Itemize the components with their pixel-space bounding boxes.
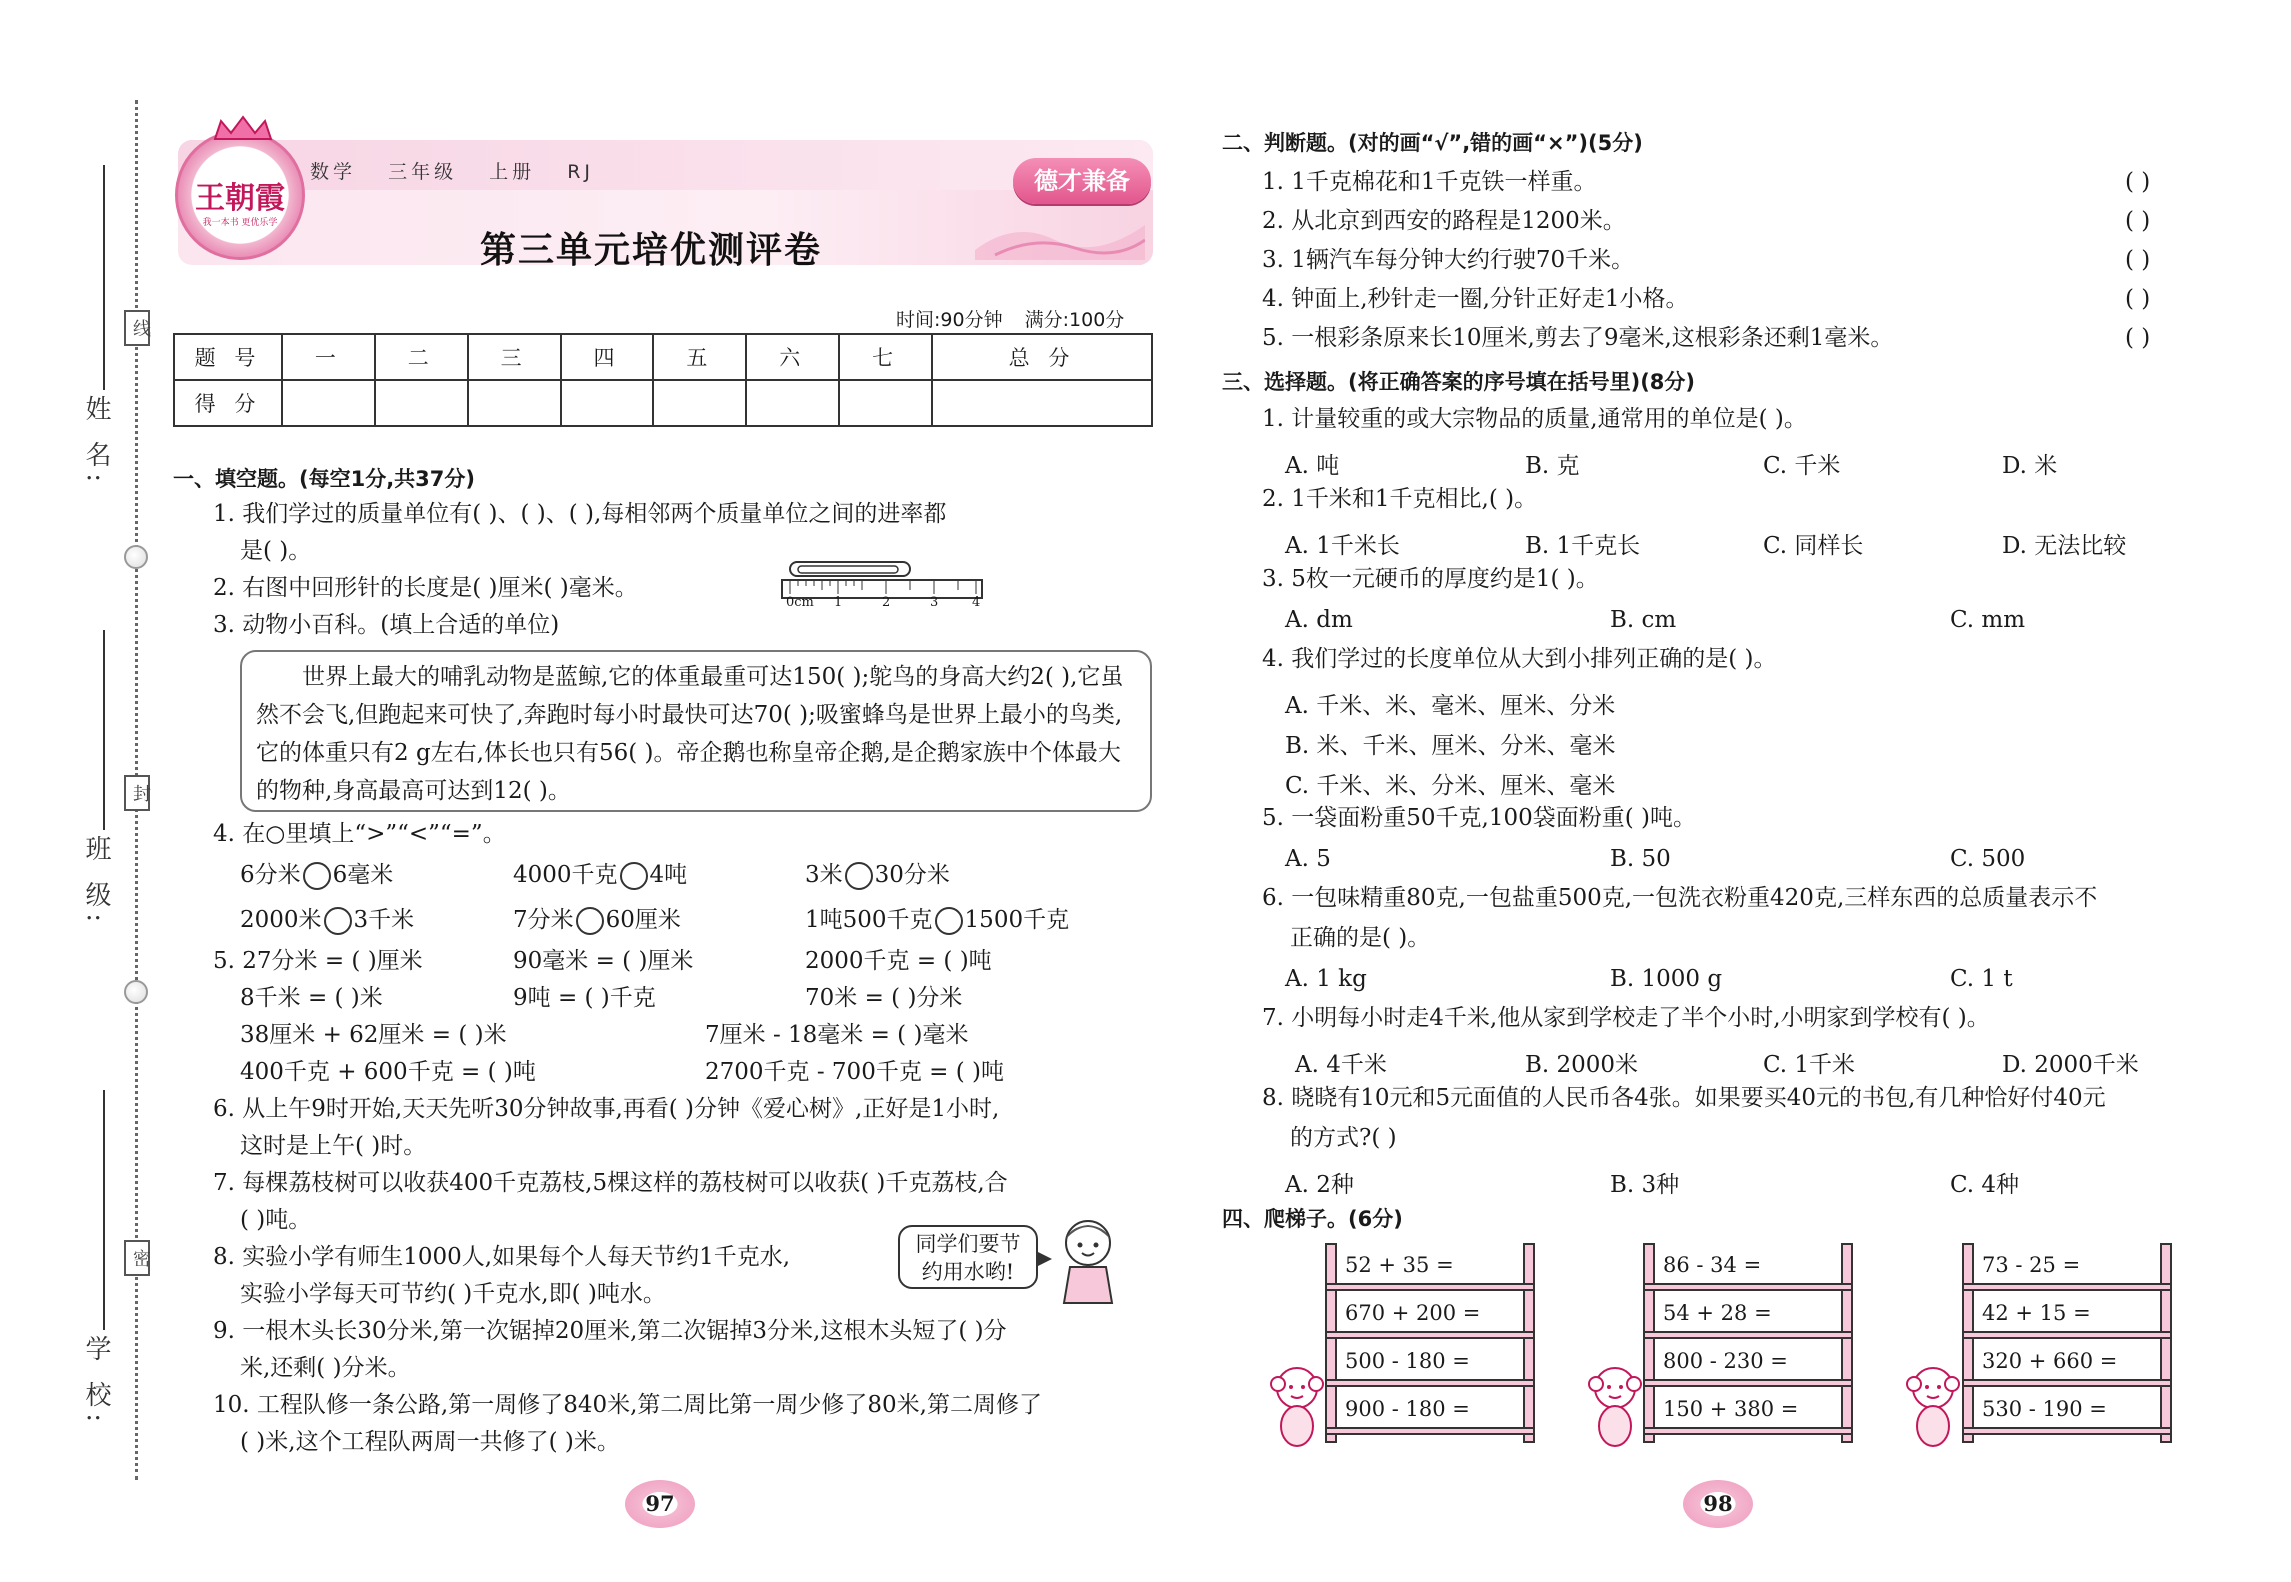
compare-right: 60厘米: [605, 907, 681, 933]
score-cell[interactable]: [839, 380, 932, 426]
name-line[interactable]: [103, 165, 105, 390]
compare-item: [513, 902, 681, 939]
q1-3: 3. 动物小百科。(填上合适的单位): [213, 612, 560, 638]
choice-option: B. 3种: [1610, 1172, 1680, 1198]
brand-sub: 我一本书 更优乐学: [202, 218, 278, 228]
choice-option: C. 千米、米、分米、厘米、毫米: [1285, 773, 1616, 799]
score-cell[interactable]: [375, 380, 468, 426]
badge: 德才兼备: [1013, 158, 1151, 204]
choice-option: A. 千米、米、毫米、厘米、分米: [1285, 693, 1616, 719]
wave-decoration-icon: [975, 200, 1145, 260]
ladder-equation[interactable]: 54 + 28 =: [1663, 1301, 1772, 1325]
ladder-1: [1325, 1243, 1535, 1443]
score-cell[interactable]: [561, 380, 654, 426]
compare-right: 30分米: [874, 862, 950, 888]
q5-item: 38厘米 + 62厘米 = ( )米: [240, 1022, 507, 1048]
score-cell[interactable]: [932, 380, 1152, 426]
section-2-title: 二、判断题。(对的画“√”,错的画“×”)(5分): [1222, 131, 1643, 155]
school-line[interactable]: [103, 1090, 105, 1330]
q1-9-line2: 米,还剩( )分米。: [240, 1355, 411, 1381]
compare-left: 6分米: [240, 862, 301, 888]
judge-item-4: 4. 钟面上,秒针走一圈,分针正好走1小格。: [1262, 286, 1689, 312]
choice-option: A. 5: [1285, 846, 1331, 872]
judge-item-1: 1. 1千克棉花和1千克铁一样重。: [1262, 169, 1597, 195]
choice-q3: 3. 5枚一元硬币的厚度约是1( )。: [1262, 566, 1599, 592]
circle-blank[interactable]: [324, 907, 352, 935]
ladder-equation[interactable]: 86 - 34 =: [1663, 1253, 1762, 1277]
choice-option: D. 米: [2002, 453, 2058, 479]
choice-q6-line1: 6. 一包味精重80克,一包盐重500克,一包洗衣粉重420克,三样东西的总质量表示不: [1262, 885, 2098, 911]
monkey-icon: [1580, 1360, 1650, 1450]
choice-q6-line2: 正确的是( )。: [1290, 925, 1431, 951]
circle-blank[interactable]: [303, 862, 331, 890]
section-1-title: 一、填空题。(每空1分,共37分): [173, 467, 476, 491]
ladder-rail: [1523, 1243, 1535, 1443]
compare-item: [240, 902, 414, 939]
monkey-icon: [1262, 1360, 1332, 1450]
score-header-cell: 题 号: [174, 334, 282, 380]
compare-right: 4吨: [649, 862, 688, 888]
q1-1-line2: 是( )。: [240, 538, 312, 564]
choice-option: A. 吨: [1285, 453, 1340, 479]
binding-margin: [0, 0, 150, 1582]
q5-item: 400千克 + 600千克 = ( )吨: [240, 1059, 536, 1085]
q1-7-line1: 7. 每棵荔枝树可以收获400千克荔枝,5棵这样的荔枝树可以收获( )千克荔枝,合: [213, 1170, 1008, 1196]
q1-10-line2: ( )米,这个工程队两周一共修了( )米。: [240, 1429, 620, 1455]
q1-6-line1: 6. 从上午9时开始,天天先听30分钟故事,再看( )分钟《爱心树》,正好是1小时,: [213, 1096, 1000, 1122]
q1-9-line1: 9. 一根木头长30分米,第一次锯掉20厘米,第二次锯掉3分米,这根木头短了( )分: [213, 1318, 1007, 1344]
section-4-title: 四、爬梯子。(6分): [1222, 1207, 1403, 1231]
ladder-equation[interactable]: 670 + 200 =: [1345, 1301, 1481, 1325]
exam-meta: [880, 305, 1124, 332]
score-cell[interactable]: [653, 380, 746, 426]
term: 上册: [489, 161, 536, 183]
compare-right: 1500千克: [964, 907, 1070, 933]
circle-blank[interactable]: [935, 907, 963, 935]
score-cell[interactable]: [468, 380, 561, 426]
judge-answer-blank[interactable]: ( ): [2125, 169, 2151, 195]
compare-item: [240, 857, 393, 894]
choice-option: D. 无法比较: [2002, 533, 2127, 559]
choice-option: C. 1千米: [1763, 1052, 1856, 1078]
ladder-rail: [2160, 1243, 2172, 1443]
choice-option: C. 千米: [1763, 453, 1841, 479]
compare-left: 4000千克: [513, 862, 618, 888]
animal-story-box: 世界上最大的哺乳动物是蓝鲸,它的体重最重可达150( );鸵鸟的身高大约2( ),它虽然不会飞,但跑起来可快了,奔跑时每小时最快可达70( );吸蜜蜂鸟是世界上最小的鸟类,它的体重只有2 g左右,体长也只有56( )。帝企鹅也称皇帝企鹅,是企鹅家族中个体最大的物种,身高最高可达到12( )。: [240, 650, 1152, 812]
ruler-label-3: 3: [930, 595, 939, 610]
q1-6-line2: 这时是上午( )时。: [240, 1133, 427, 1159]
judge-answer-blank[interactable]: ( ): [2125, 247, 2151, 273]
q5-item: 2000千克 = ( )吨: [805, 948, 992, 974]
q5-item: 5. 27分米 = ( )厘米: [213, 948, 423, 974]
choice-option: C. mm: [1950, 607, 2026, 633]
page-number-left: 97: [625, 1480, 695, 1528]
choice-option: C. 1 t: [1950, 966, 2013, 992]
q1-7-line2: ( )吨。: [240, 1207, 312, 1233]
compare-left: 2000米: [240, 907, 322, 933]
ruler-label-2: 2: [882, 595, 891, 610]
ruler-label-4: 4: [972, 595, 981, 610]
ladder-equation[interactable]: 900 - 180 =: [1345, 1397, 1470, 1421]
ladder-equation[interactable]: 73 - 25 =: [1982, 1253, 2081, 1277]
judge-item-3: 3. 1辆汽车每分钟大约行驶70千米。: [1262, 247, 1635, 273]
choice-q7: 7. 小明每小时走4千米,他从家到学校走了半个小时,小明家到学校有( )。: [1262, 1005, 1990, 1031]
choice-option: C. 同样长: [1763, 533, 1864, 559]
judge-answer-blank[interactable]: ( ): [2125, 286, 2151, 312]
compare-right: 3千米: [353, 907, 415, 933]
q1-4: 4. 在○里填上“>”“<”“=”。: [213, 821, 506, 847]
mark-secret: 密: [124, 1240, 150, 1276]
ladder-equation[interactable]: 530 - 190 =: [1982, 1397, 2107, 1421]
choice-option: B. 2000米: [1525, 1052, 1639, 1078]
choice-option: A. 2种: [1285, 1172, 1354, 1198]
choice-q8-line1: 8. 晓晓有10元和5元面值的人民币各4张。如果要买40元的书包,有几种恰好付40元: [1262, 1085, 2106, 1111]
ruler-label-0: 0cm: [786, 595, 814, 610]
choice-option: B. 1000 g: [1610, 966, 1723, 992]
compare-item: [805, 902, 1069, 939]
q1-8-line1: 8. 实验小学有师生1000人,如果每个人每天节约1千克水,: [213, 1244, 791, 1270]
score-cell[interactable]: [282, 380, 375, 426]
score-table: [173, 333, 1153, 427]
class-label: 班 级:: [81, 835, 111, 929]
page-title: 第三单元培优测评卷: [480, 230, 823, 271]
ladder-equation[interactable]: 500 - 180 =: [1345, 1349, 1470, 1373]
compare-item: [513, 857, 687, 894]
score-header-cell: 总 分: [932, 334, 1152, 380]
q1-10-line1: 10. 工程队修一条公路,第一周修了840米,第二周比第一周少修了80米,第二周修了: [213, 1392, 1042, 1418]
compare-left: 7分米: [513, 907, 574, 933]
choice-option: C. 500: [1950, 846, 2026, 872]
edition: RJ: [567, 161, 594, 183]
score-header-cell: 四: [561, 334, 654, 380]
mark-seal: 封: [124, 775, 150, 811]
ruler-label-1: 1: [834, 595, 843, 610]
ladder-equation[interactable]: 52 + 35 =: [1345, 1253, 1454, 1277]
choice-option: B. cm: [1610, 607, 1677, 633]
judge-answer-blank[interactable]: ( ): [2125, 325, 2151, 351]
exam-time: 时间:90分钟: [896, 309, 1003, 331]
circle-blank[interactable]: [620, 862, 648, 890]
choice-q1: 1. 计量较重的或大宗物品的质量,通常用的单位是( )。: [1262, 406, 1807, 432]
ladder-rail: [1841, 1243, 1853, 1443]
q5-item: 2700千克 - 700千克 = ( )吨: [705, 1059, 1004, 1085]
score-cell[interactable]: [746, 380, 839, 426]
score-header-row: [174, 334, 1152, 380]
score-header-cell: 一: [282, 334, 375, 380]
ring-icon: [124, 545, 148, 569]
section-3-title: 三、选择题。(将正确答案的序号填在括号里)(8分): [1222, 370, 1696, 394]
choice-option: C. 4种: [1950, 1172, 2020, 1198]
judge-item-2: 2. 从北京到西安的路程是1200米。: [1262, 208, 1626, 234]
q1-2: 2. 右图中回形针的长度是( )厘米( )毫米。: [213, 575, 638, 601]
q5-item: 9吨 = ( )千克: [513, 985, 656, 1011]
q5-item: 7厘米 - 18毫米 = ( )毫米: [705, 1022, 969, 1048]
speech-bubble: 同学们要节约用水哟!: [898, 1225, 1038, 1289]
q1-8-line2: 实验小学每天可节约( )千克水,即( )吨水。: [240, 1281, 666, 1307]
ladder-equation[interactable]: 320 + 660 =: [1982, 1349, 2118, 1373]
score-header-cell: 五: [653, 334, 746, 380]
page-number-right: 98: [1683, 1480, 1753, 1528]
choice-option: B. 1千克长: [1525, 533, 1641, 559]
ladder-equation[interactable]: 150 + 380 =: [1663, 1397, 1799, 1421]
choice-option: A. dm: [1285, 607, 1353, 633]
ladder-equation[interactable]: 42 + 15 =: [1982, 1301, 2091, 1325]
exam-full-score: 满分:100分: [1024, 309, 1125, 331]
choice-q2: 2. 1千米和1千克相比,( )。: [1262, 486, 1538, 512]
girl-illustration-icon: [1048, 1215, 1128, 1305]
grade: 三年级: [388, 161, 458, 183]
subject: 数学: [310, 161, 357, 183]
compare-right: 6毫米: [332, 862, 394, 888]
ladder-2: [1643, 1243, 1853, 1443]
choice-option: B. 克: [1525, 453, 1580, 479]
score-header-cell: 七: [839, 334, 932, 380]
compare-item: [805, 857, 950, 894]
subject-line: [310, 157, 616, 184]
score-header-cell: 三: [468, 334, 561, 380]
ladder-3: [1962, 1243, 2172, 1443]
score-header-cell: 二: [375, 334, 468, 380]
choice-option: A. 4千米: [1295, 1052, 1387, 1078]
q5-item: 90毫米 = ( )厘米: [513, 948, 694, 974]
ladder-equation[interactable]: 800 - 230 =: [1663, 1349, 1788, 1373]
q5-item: 8千米 = ( )米: [240, 985, 383, 1011]
q5-item: 70米 = ( )分米: [805, 985, 963, 1011]
mark-line: 线: [124, 310, 150, 346]
score-row: [174, 380, 1152, 426]
judge-item-5: 5. 一根彩条原来长10厘米,剪去了9毫米,这根彩条还剩1毫米。: [1262, 325, 1894, 351]
choice-q8-line2: 的方式?( ): [1290, 1125, 1397, 1151]
circle-blank[interactable]: [845, 862, 873, 890]
choice-option: A. 1 kg: [1285, 966, 1367, 992]
choice-q5: 5. 一袋面粉重50千克,100袋面粉重( )吨。: [1262, 805, 1696, 831]
choice-option: A. 1千米长: [1285, 533, 1400, 559]
choice-option: D. 2000千米: [2002, 1052, 2139, 1078]
choice-option: B. 米、千米、厘米、分米、毫米: [1285, 733, 1616, 759]
school-label: 学 校:: [81, 1335, 111, 1429]
ring-icon: [124, 980, 148, 1004]
q1-1-line1: 1. 我们学过的质量单位有( )、( )、( ),每相邻两个质量单位之间的进率都: [213, 501, 947, 527]
score-header-cell: 六: [746, 334, 839, 380]
judge-answer-blank[interactable]: ( ): [2125, 208, 2151, 234]
name-label: 姓 名:: [81, 395, 111, 489]
choice-option: B. 50: [1610, 846, 1671, 872]
brand-name: 王朝霞: [195, 181, 285, 216]
choice-q4: 4. 我们学过的长度单位从大到小排列正确的是( )。: [1262, 646, 1777, 672]
compare-left: 1吨500千克: [805, 907, 933, 933]
class-line[interactable]: [103, 630, 105, 830]
monkey-icon: [1898, 1360, 1968, 1450]
brand-logo: [175, 130, 305, 260]
crown-icon: [213, 115, 273, 141]
compare-left: 3米: [805, 862, 843, 888]
circle-blank[interactable]: [576, 907, 604, 935]
score-row-label: 得 分: [174, 380, 282, 426]
